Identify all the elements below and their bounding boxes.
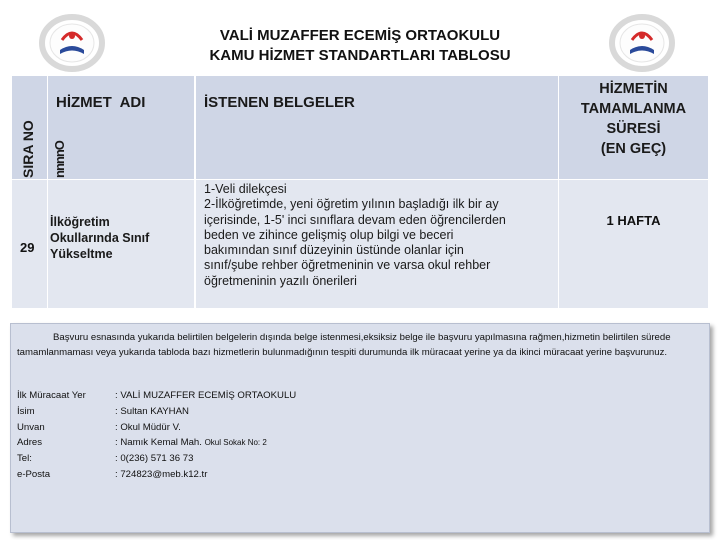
required-documents: 1-Veli dilekçesi 2-İlköğretimde, yeni öğretim yılının başladığı ilk bir ay içerisinde, 1-5' inci sınıflara devam eden öğrencilerden beden ve zihince gelişmiş olup bilgi ve beceri bakımından sınıf düzeyinin üstünde olanlar için sınıf/şube rehber öğretmeninin ve varsa okul rehber öğretmeninin yazılı önerileri <box>204 182 506 288</box>
column-header-overlap: nnnnO <box>52 141 67 178</box>
row-number: 29 <box>20 240 35 255</box>
address-detail: Okul Sokak No: 2 <box>204 438 267 448</box>
value-adres: : Namık Kemal Mah. Okul Sokak No: 2 <box>115 437 267 449</box>
label-tel: Tel: <box>17 453 32 465</box>
label-unvan: Unvan <box>17 421 45 433</box>
label-adres: Adres <box>17 437 43 449</box>
label-ilk-muracaat: İlk Müracaat Yer <box>17 390 86 401</box>
column-header-sure: HİZMETİN TAMAMLANMA SÜRESİ (EN GEÇ) <box>580 81 687 157</box>
info-box <box>10 323 710 533</box>
value-isim: : Sultan KAYHAN <box>115 405 189 417</box>
column-header-belgeler: İSTENEN BELGELER <box>204 94 355 111</box>
page-title <box>140 26 580 66</box>
value-tel: : 0(236) 571 36 73 <box>115 453 194 465</box>
duration-value: 1 HAFTA <box>606 213 661 228</box>
meb-logo-icon <box>606 12 678 74</box>
value-unvan: : Okul Müdür V. <box>115 421 181 433</box>
row-cell-duration <box>559 180 708 308</box>
meb-logo-icon <box>36 12 108 74</box>
label-eposta: e-Posta <box>17 468 51 480</box>
value-eposta[interactable]: : 724823@meb.k12.tr <box>115 468 208 480</box>
header-cell-belgeler <box>196 76 558 179</box>
column-header-sira-no: SIRA NO <box>20 120 36 178</box>
column-header-hizmet-adi: HİZMET ADI <box>56 94 146 111</box>
label-isim: İsim <box>17 405 35 417</box>
application-note: Başvuru esnasında yukarıda belirtilen belgelerin dışında belge istenmesi,eksiksiz belge ile başvuru yapılmasına rağmen,hizmetin belirtilen sürede tamamlanmaması veya yukarıda tabloda bazı hizmetlerin bulunmadığının tespiti durumunda ilk müracaat yerine ya da ikinci müracaat yerine başvurunuz. <box>17 332 671 358</box>
table-title: KAMU HİZMET STANDARTLARI TABLOSU <box>209 47 511 64</box>
contact-labels <box>17 388 86 483</box>
school-name: VALİ MUZAFFER ECEMİŞ ORTAOKULU <box>219 27 501 44</box>
value-ilk-muracaat: : VALİ MUZAFFER ECEMİŞ ORTAOKULU <box>115 390 297 401</box>
service-name: İlköğretim Okullarında Sınıf Yükseltme <box>50 215 150 261</box>
header-cell-hizmet-adi <box>48 76 194 179</box>
contact-values <box>115 388 296 483</box>
